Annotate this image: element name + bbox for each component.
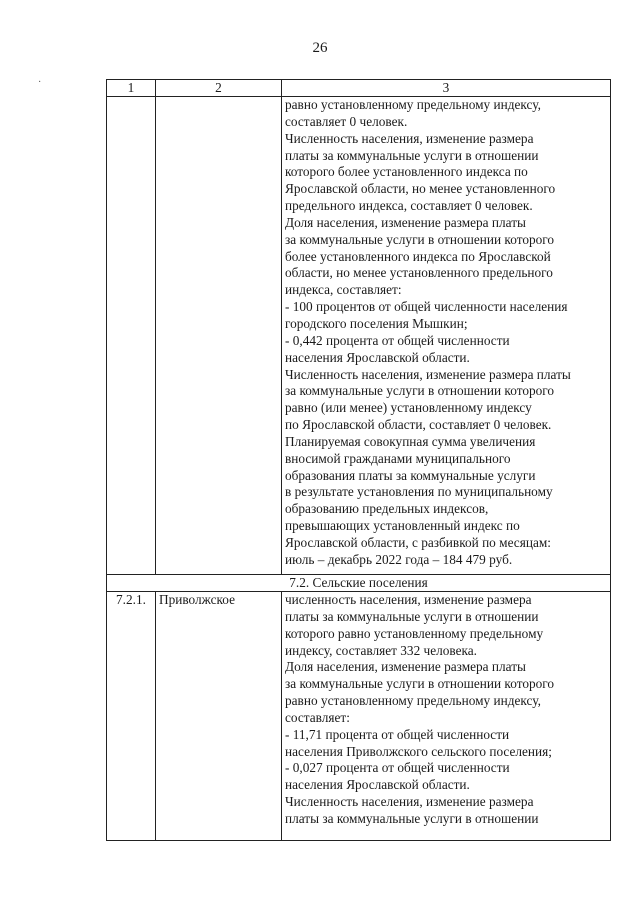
- text-line: Численность населения, изменение размера: [285, 130, 534, 146]
- text-line: за коммунальные услуги в отношении которого: [285, 676, 555, 692]
- text-line: Планируемая совокупная сумма увеличения: [285, 433, 536, 449]
- continued-description-cell: [282, 97, 611, 575]
- text-line: за коммунальные услуги в отношении которого: [285, 231, 555, 247]
- text-line: Численность населения, изменение размера платы: [285, 366, 571, 382]
- text-line: индексу, составляет 332 человека.: [285, 642, 477, 658]
- text-line: по Ярославской области, составляет 0 человек.: [285, 417, 552, 433]
- text-line: в результате установления по муниципальному: [285, 484, 553, 500]
- text-line: которого более установленного индекса по: [285, 164, 528, 180]
- row-description-cell: [282, 592, 611, 841]
- text-line: - 11,71 процента от общей численности: [285, 726, 510, 742]
- text-line: Ярославской области, но менее установленного: [285, 181, 556, 197]
- text-line: Доля населения, изменение размера платы: [285, 214, 526, 230]
- table-row-7-2-1: [107, 592, 611, 841]
- text-line: июль – декабрь 2022 года – 184 479 руб.: [285, 551, 513, 567]
- indices-table: [106, 79, 611, 841]
- continued-name-cell: [156, 97, 282, 575]
- section-row-rural: [107, 575, 611, 592]
- column-header-3: 3: [282, 80, 611, 97]
- row-number: 7.2.1.: [107, 592, 156, 841]
- text-line: составляет:: [285, 709, 350, 725]
- text-line: области, но менее установленного предельного: [285, 265, 553, 281]
- table-row-continued: [107, 97, 611, 575]
- text-line: образованию предельных индексов,: [285, 501, 489, 517]
- text-line: населения Ярославской области.: [285, 349, 470, 365]
- continued-number-cell: [107, 97, 156, 575]
- text-line: Численность населения, изменение размера: [285, 794, 534, 810]
- text-line: предельного индекса, составляет 0 человек.: [285, 198, 533, 214]
- text-line: - 0,027 процента от общей численности: [285, 760, 510, 776]
- text-line: - 0,442 процента от общей численности: [285, 332, 510, 348]
- text-line: равно установленному предельному индексу,: [285, 693, 541, 709]
- text-line: за коммунальные услуги в отношении которого: [285, 383, 555, 399]
- scan-speck: ·: [38, 77, 42, 88]
- column-header-1: 1: [107, 80, 156, 97]
- text-line: равно (или менее) установленному индексу: [285, 400, 532, 416]
- text-line: индекса, составляет:: [285, 282, 402, 298]
- text-line: Ярославской области, с разбивкой по месяцам:: [285, 534, 551, 550]
- text-line: образования платы за коммунальные услуги: [285, 467, 536, 483]
- text-line: населения Приволжского сельского поселения;: [285, 743, 552, 759]
- settlement-name: Приволжское: [156, 592, 282, 841]
- text-line: платы за коммунальные услуги в отношении: [285, 810, 539, 826]
- text-line: вносимой гражданами муниципального: [285, 450, 511, 466]
- text-line: составляет 0 человек.: [285, 113, 408, 129]
- column-header-2: 2: [156, 80, 282, 97]
- text-line: - 100 процентов от общей численности населения: [285, 299, 568, 315]
- page-number: 26: [312, 40, 328, 56]
- table-header-row: [107, 80, 611, 97]
- text-line: превышающих установленный индекс по: [285, 518, 520, 534]
- section-title: 7.2. Сельские поселения: [107, 575, 611, 592]
- text-line: которого равно установленному предельному: [285, 625, 544, 641]
- text-line: равно установленному предельному индексу,: [285, 97, 541, 112]
- text-line: платы за коммунальные услуги в отношении: [285, 147, 539, 163]
- text-line: Доля населения, изменение размера платы: [285, 659, 526, 675]
- text-line: населения Ярославской области.: [285, 777, 470, 793]
- text-line: численность населения, изменение размера: [285, 592, 532, 607]
- text-line: платы за коммунальные услуги в отношении: [285, 608, 539, 624]
- text-line: городского поселения Мышкин;: [285, 315, 468, 331]
- text-line: более установленного индекса по Ярославской: [285, 248, 551, 264]
